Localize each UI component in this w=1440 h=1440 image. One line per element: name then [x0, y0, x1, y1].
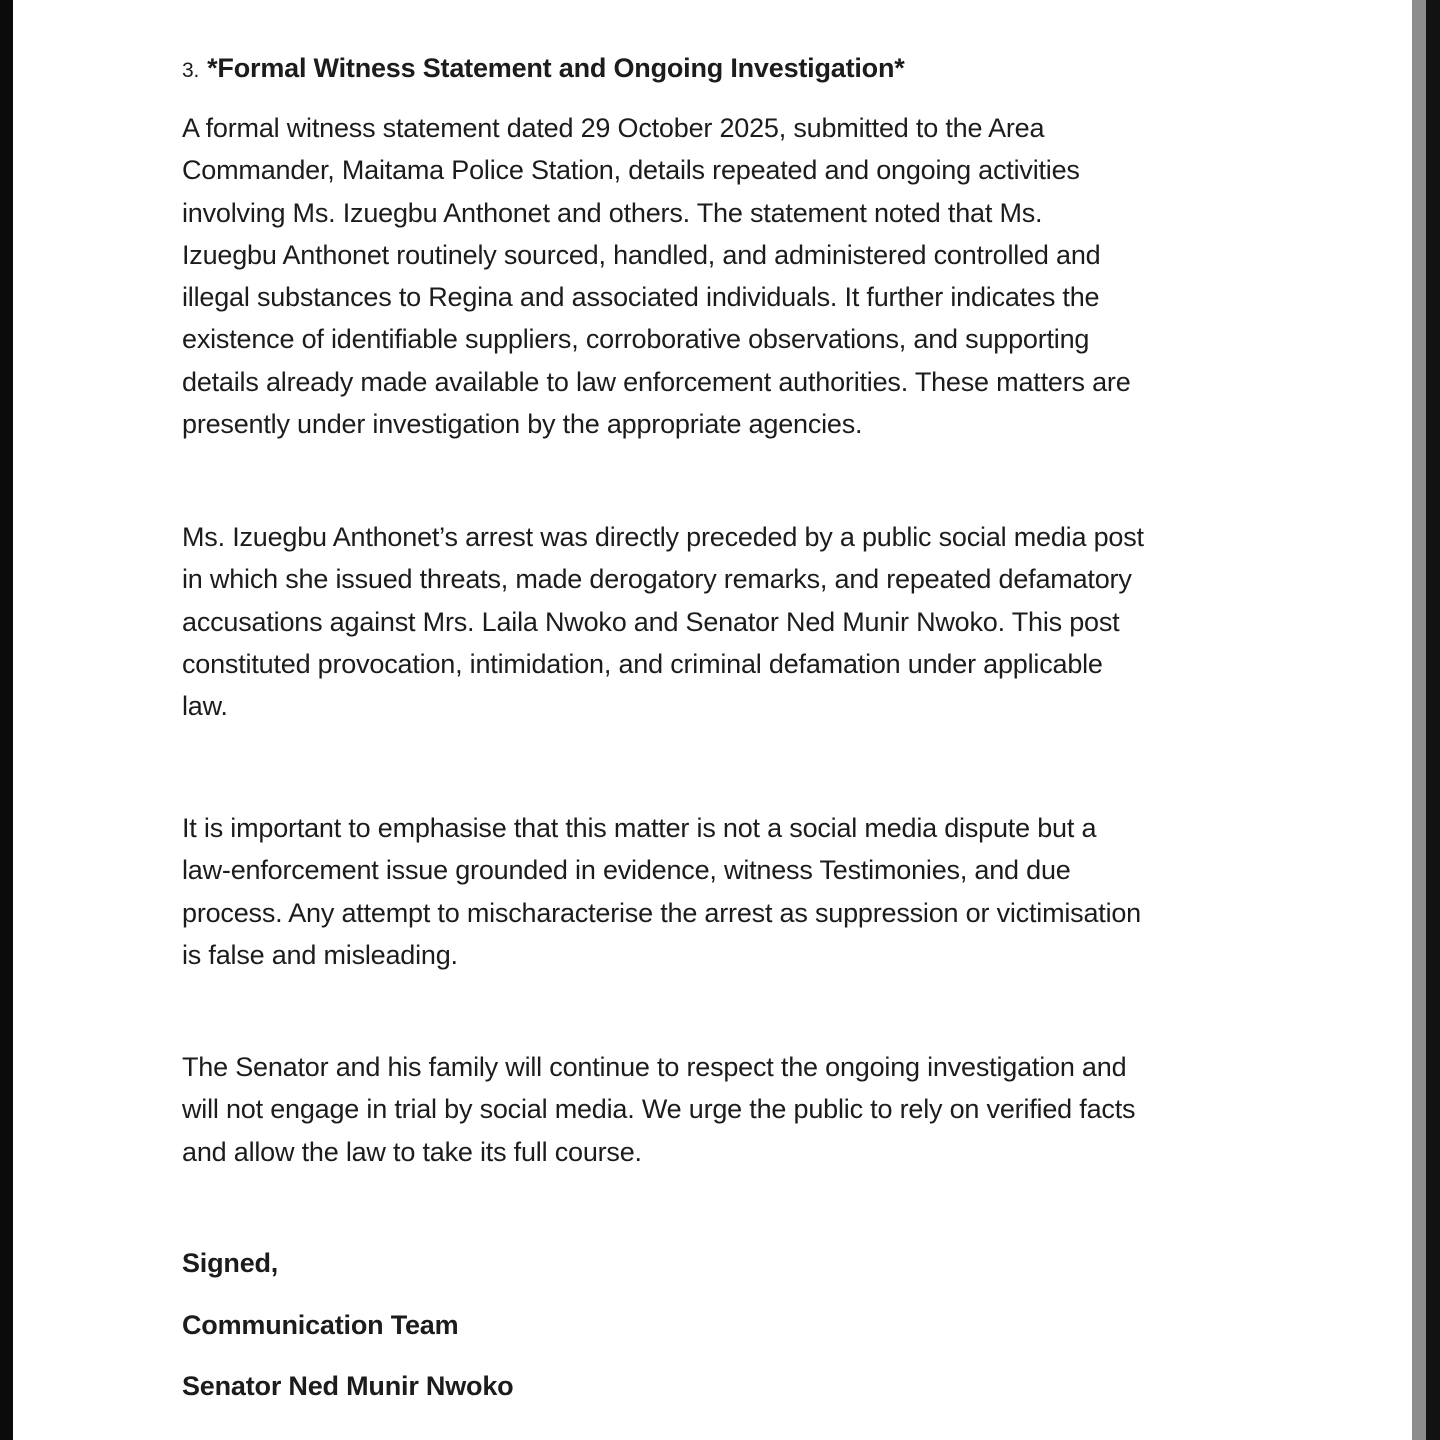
paragraph-line: constituted provocation, intimidation, and criminal defamation under applicable [182, 648, 1103, 679]
paragraph-line: and allow the law to take its full course. [182, 1136, 642, 1167]
paragraph-closing [182, 1046, 1272, 1173]
paragraph-line: The Senator and his family will continue to respect the ongoing investigation and [182, 1052, 1127, 1082]
signature-name: Senator Ned Munir Nwoko [182, 1371, 514, 1401]
paragraph-line: illegal substances to Regina and associated individuals. It further indicates the [182, 282, 1100, 313]
left-border [0, 0, 13, 1440]
paragraph-line: will not engage in trial by social media. We urge the public to rely on verified facts [182, 1094, 1136, 1125]
paragraph-line: existence of identifiable suppliers, corroborative observations, and supporting [182, 324, 1090, 355]
section-heading [182, 48, 905, 91]
right-border-shadow [1412, 0, 1426, 1440]
paragraph-arrest [182, 516, 1272, 727]
paragraph-line: in which she issued threats, made derogatory remarks, and repeated defamatory [182, 564, 1132, 595]
paragraph-line: details already made available to law enforcement authorities. These matters are [182, 366, 1131, 397]
paragraph-line: A formal witness statement dated 29 October 2025, submitted to the Area [182, 113, 1045, 143]
paragraph-line: involving Ms. Izuegbu Anthonet and others. The statement noted that Ms. [182, 197, 1043, 228]
paragraph-witness-statement [182, 107, 1272, 445]
paragraph-line: is false and misleading. [182, 939, 458, 970]
paragraph-line: Izuegbu Anthonet routinely sourced, handled, and administered controlled and [182, 239, 1101, 270]
paragraph-line: Commander, Maitama Police Station, details repeated and ongoing activities [182, 155, 1080, 186]
paragraph-line: law-enforcement issue grounded in evidence, witness Testimonies, and due [182, 855, 1071, 886]
paragraph-line: accusations against Mrs. Laila Nwoko and Senator Ned Munir Nwoko. This post [182, 606, 1120, 637]
paragraph-line: process. Any attempt to mischaracterise the arrest as suppression or victimisation [182, 897, 1142, 928]
paragraph-line: It is important to emphasise that this matter is not a social media dispute but a [182, 813, 1097, 843]
paragraph-line: Ms. Izuegbu Anthonet’s arrest was directly preceded by a public social media post [182, 522, 1144, 552]
right-border [1426, 0, 1440, 1440]
section-number: 3. [182, 59, 200, 82]
signature-team: Communication Team [182, 1310, 459, 1340]
paragraph-line: law. [182, 691, 228, 722]
paragraph-emphasis [182, 807, 1272, 976]
section-title: *Formal Witness Statement and Ongoing Investigation* [207, 53, 905, 83]
signature-signed: Signed, [182, 1248, 279, 1278]
paragraph-line: presently under investigation by the appropriate agencies. [182, 409, 863, 440]
